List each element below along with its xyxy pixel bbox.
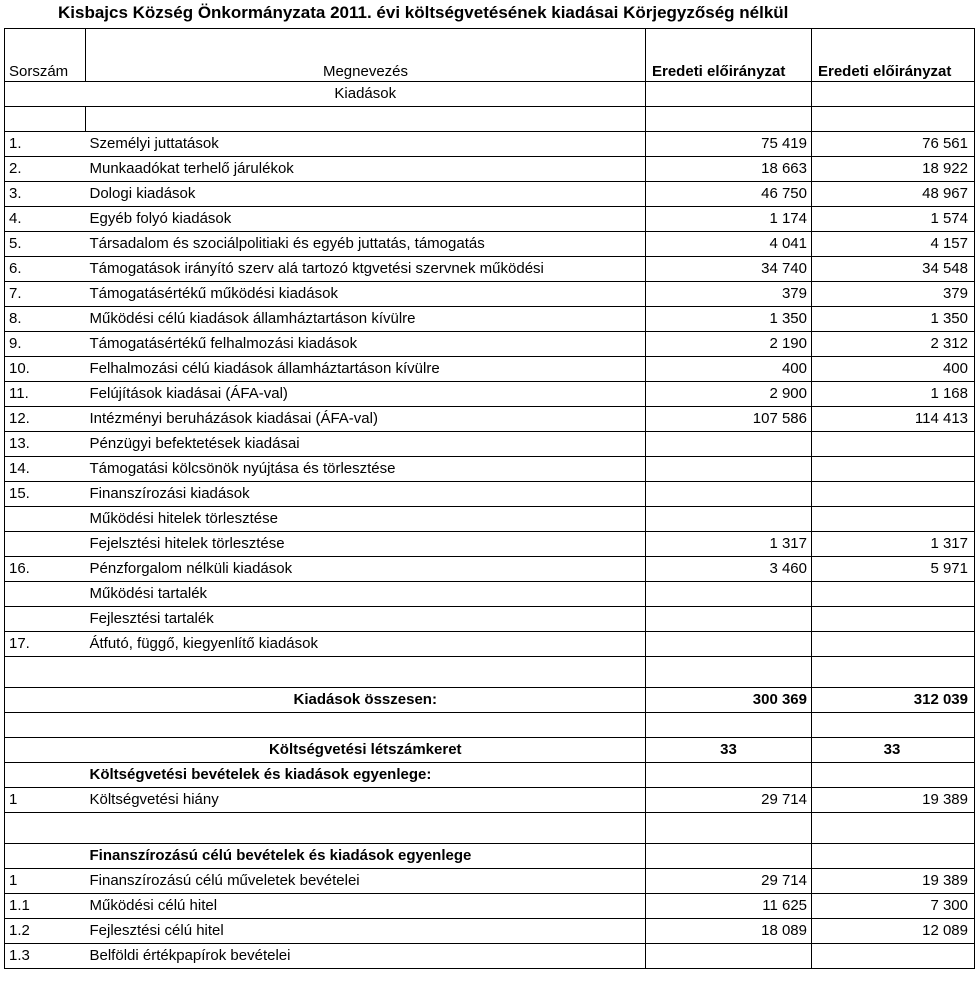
cell [86, 713, 646, 738]
row-value-2 [812, 482, 975, 507]
row-value-1: 34 740 [646, 257, 812, 282]
row-number: 1.2 [5, 919, 86, 944]
table-row [5, 382, 975, 407]
row-value-1 [646, 507, 812, 532]
row-value-2: 12 089 [812, 919, 975, 944]
row-value-2: 19 389 [812, 788, 975, 813]
row-name: Működési célú kiadások államháztartáson kívülre [86, 307, 646, 332]
cell [812, 844, 975, 869]
table-row [5, 407, 975, 432]
row-value-1: 75 419 [646, 132, 812, 157]
row-value-2 [812, 632, 975, 657]
table-row [5, 207, 975, 232]
header-row [5, 29, 975, 82]
row-value-1 [646, 457, 812, 482]
row-number: 13. [5, 432, 86, 457]
balance-heading-row [5, 763, 975, 788]
spacer-row [5, 813, 975, 844]
row-name: Személyi juttatások [86, 132, 646, 157]
row-value-1: 400 [646, 357, 812, 382]
row-name: Munkaadókat terhelő járulékok [86, 157, 646, 182]
spacer-row [5, 107, 975, 132]
row-number: 7. [5, 282, 86, 307]
row-number: 3. [5, 182, 86, 207]
row-number: 1.1 [5, 894, 86, 919]
row-name: Finanszírozású célú műveletek bevételei [86, 869, 646, 894]
cell [646, 763, 812, 788]
row-value-2: 4 157 [812, 232, 975, 257]
cell [5, 844, 86, 869]
cell [5, 688, 86, 713]
financing-heading-row [5, 844, 975, 869]
row-name: Fejlesztési célú hitel [86, 919, 646, 944]
row-number: 1 [5, 869, 86, 894]
cell [812, 763, 975, 788]
table-row [5, 232, 975, 257]
row-value-1: 379 [646, 282, 812, 307]
cell [86, 657, 646, 688]
staff-row [5, 738, 975, 763]
cell [646, 713, 812, 738]
table-row [5, 482, 975, 507]
row-value-1: 3 460 [646, 557, 812, 582]
row-number: 16. [5, 557, 86, 582]
financing-heading: Finanszírozású célú bevételek és kiadások egyenlege [86, 844, 646, 869]
table-row [5, 944, 975, 969]
row-number: 6. [5, 257, 86, 282]
row-value-1: 4 041 [646, 232, 812, 257]
row-value-2 [812, 507, 975, 532]
row-value-1 [646, 632, 812, 657]
total-row [5, 688, 975, 713]
table-row [5, 582, 975, 607]
table-row [5, 357, 975, 382]
row-value-2 [812, 582, 975, 607]
cell [812, 713, 975, 738]
row-name: Működési hitelek törlesztése [86, 507, 646, 532]
row-number: 4. [5, 207, 86, 232]
staff-value-1: 33 [646, 738, 812, 763]
total-label: Kiadások összesen: [86, 688, 646, 713]
row-number [5, 607, 86, 632]
row-value-1: 11 625 [646, 894, 812, 919]
row-number: 14. [5, 457, 86, 482]
balance-heading: Költségvetési bevételek és kiadások egyenlege: [86, 763, 646, 788]
row-name: Belföldi értékpapírok bevételei [86, 944, 646, 969]
row-value-2: 19 389 [812, 869, 975, 894]
row-value-1 [646, 582, 812, 607]
cell [812, 657, 975, 688]
table-row [5, 157, 975, 182]
row-value-2: 2 312 [812, 332, 975, 357]
row-name: Társadalom és szociálpolitiaki és egyéb juttatás, támogatás [86, 232, 646, 257]
row-number: 2. [5, 157, 86, 182]
row-value-1: 2 900 [646, 382, 812, 407]
row-value-1: 18 089 [646, 919, 812, 944]
row-number: 1. [5, 132, 86, 157]
total-value-1: 300 369 [646, 688, 812, 713]
row-number [5, 582, 86, 607]
table-row [5, 919, 975, 944]
table-row [5, 894, 975, 919]
row-value-1: 2 190 [646, 332, 812, 357]
row-value-1: 1 174 [646, 207, 812, 232]
row-value-2: 76 561 [812, 132, 975, 157]
row-value-2: 114 413 [812, 407, 975, 432]
row-name: Intézményi beruházások kiadásai (ÁFA-val) [86, 407, 646, 432]
cell [5, 713, 86, 738]
staff-label: Költségvetési létszámkeret [86, 738, 646, 763]
row-name: Finanszírozási kiadások [86, 482, 646, 507]
row-name: Működési tartalék [86, 582, 646, 607]
section-label: Kiadások [86, 82, 646, 107]
cell [5, 738, 86, 763]
table-row [5, 432, 975, 457]
row-value-1: 29 714 [646, 869, 812, 894]
table-row [5, 307, 975, 332]
table-row [5, 632, 975, 657]
row-value-1 [646, 607, 812, 632]
row-value-2: 48 967 [812, 182, 975, 207]
table-row [5, 869, 975, 894]
row-name: Pénzügyi befektetések kiadásai [86, 432, 646, 457]
cell [86, 813, 646, 844]
row-value-1 [646, 482, 812, 507]
cell [5, 763, 86, 788]
row-value-1 [646, 432, 812, 457]
table-row [5, 457, 975, 482]
row-value-2: 18 922 [812, 157, 975, 182]
row-number [5, 507, 86, 532]
table-row [5, 607, 975, 632]
spacer-row [5, 713, 975, 738]
row-value-2: 5 971 [812, 557, 975, 582]
row-value-1: 1 350 [646, 307, 812, 332]
row-name: Támogatások irányító szerv alá tartozó ktgvetési szervnek működési [86, 257, 646, 282]
col-header-name: Megnevezés [86, 29, 646, 82]
cell [646, 813, 812, 844]
row-value-2: 1 317 [812, 532, 975, 557]
row-value-2: 1 574 [812, 207, 975, 232]
cell [646, 657, 812, 688]
table-row [5, 132, 975, 157]
row-name: Működési célú hitel [86, 894, 646, 919]
row-name: Támogatásértékű felhalmozási kiadások [86, 332, 646, 357]
row-value-1: 1 317 [646, 532, 812, 557]
row-value-1: 18 663 [646, 157, 812, 182]
table-row [5, 282, 975, 307]
row-number: 10. [5, 357, 86, 382]
row-value-2 [812, 432, 975, 457]
spacer-row [5, 657, 975, 688]
staff-value-2: 33 [812, 738, 975, 763]
row-name: Támogatásértékű működési kiadások [86, 282, 646, 307]
col-header-number: Sorszám [5, 29, 86, 82]
balance-row [5, 788, 975, 813]
page-title: Kisbajcs Község Önkormányzata 2011. évi költségvetésének kiadásai Körjegyzőség nélkül [58, 3, 789, 22]
budget-table [4, 28, 975, 969]
section-row [5, 82, 975, 107]
row-name: Egyéb folyó kiadások [86, 207, 646, 232]
row-value-2: 400 [812, 357, 975, 382]
total-value-2: 312 039 [812, 688, 975, 713]
row-number: 1 [5, 788, 86, 813]
row-number: 1.3 [5, 944, 86, 969]
col-header-original-2: Eredeti előirányzat [812, 29, 975, 82]
table-row [5, 557, 975, 582]
row-number: 15. [5, 482, 86, 507]
row-number: 5. [5, 232, 86, 257]
cell [5, 813, 86, 844]
row-value-2: 7 300 [812, 894, 975, 919]
cell [5, 657, 86, 688]
row-name: Felhalmozási célú kiadások államháztartáson kívülre [86, 357, 646, 382]
row-name: Fejelsztési hitelek törlesztése [86, 532, 646, 557]
table-row [5, 507, 975, 532]
row-number: 9. [5, 332, 86, 357]
row-value-2 [812, 457, 975, 482]
row-name: Átfutó, függő, kiegyenlítő kiadások [86, 632, 646, 657]
col-header-original-1: Eredeti előirányzat [646, 29, 812, 82]
row-value-1: 29 714 [646, 788, 812, 813]
row-number [5, 532, 86, 557]
row-value-2 [812, 944, 975, 969]
row-name: Felújítások kiadásai (ÁFA-val) [86, 382, 646, 407]
row-name: Fejlesztési tartalék [86, 607, 646, 632]
table-row [5, 332, 975, 357]
row-value-2: 1 350 [812, 307, 975, 332]
row-value-1: 46 750 [646, 182, 812, 207]
row-name: Támogatási kölcsönök nyújtása és törlesztése [86, 457, 646, 482]
table-row [5, 257, 975, 282]
row-value-2 [812, 607, 975, 632]
row-number: 8. [5, 307, 86, 332]
row-number: 11. [5, 382, 86, 407]
table-row [5, 532, 975, 557]
row-value-2: 34 548 [812, 257, 975, 282]
row-value-1 [646, 944, 812, 969]
row-number: 17. [5, 632, 86, 657]
cell [812, 813, 975, 844]
cell [646, 844, 812, 869]
row-value-2: 1 168 [812, 382, 975, 407]
row-name: Dologi kiadások [86, 182, 646, 207]
row-value-1: 107 586 [646, 407, 812, 432]
row-name: Költségvetési hiány [86, 788, 646, 813]
row-number: 12. [5, 407, 86, 432]
row-name: Pénzforgalom nélküli kiadások [86, 557, 646, 582]
row-value-2: 379 [812, 282, 975, 307]
table-row [5, 182, 975, 207]
